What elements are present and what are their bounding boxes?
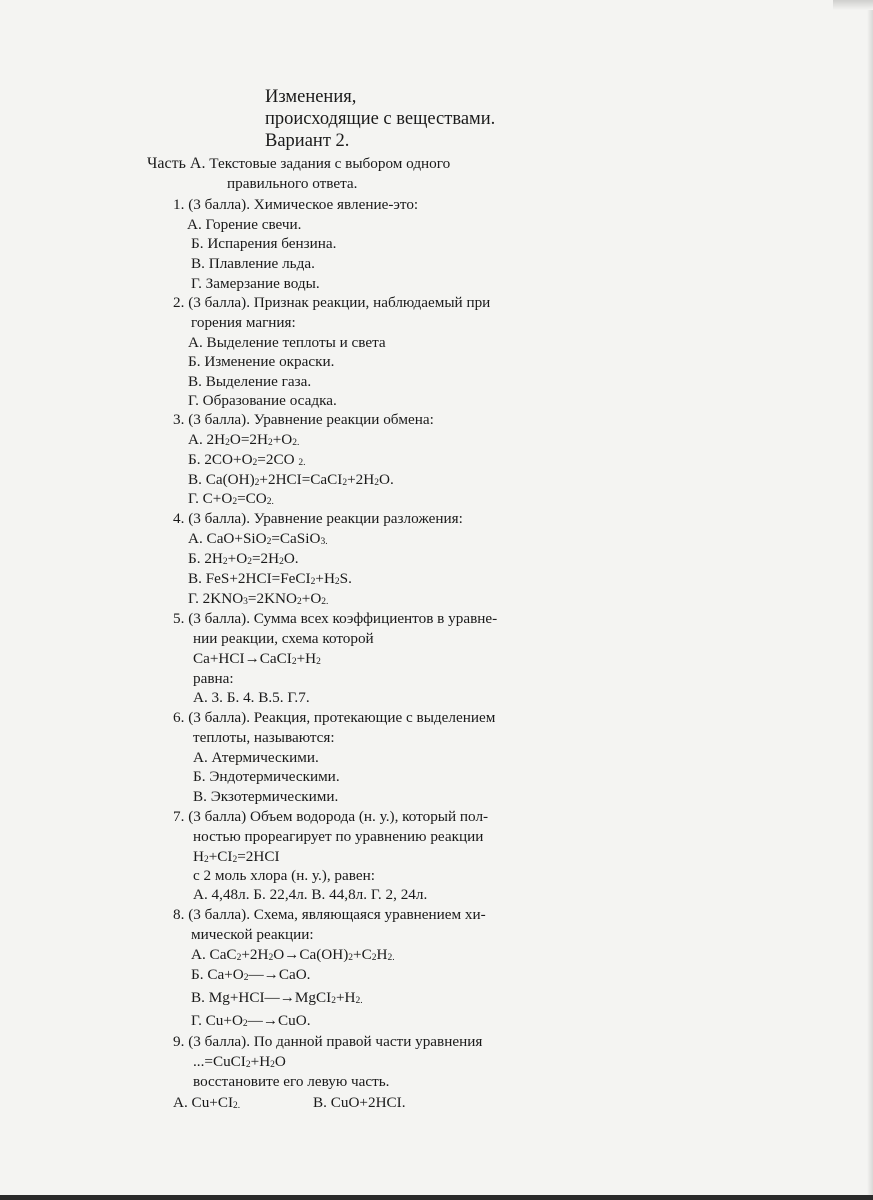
q1-option-d: Г. Замерзание воды. [191, 275, 320, 292]
question-8: 8. (3 балла). Схема, являющаяся уравнением хи- [173, 906, 486, 923]
title-line-1: Изменения, [265, 87, 357, 107]
q5-answers: А. 3. Б. 4. В.5. Г.7. [193, 689, 310, 706]
q1-option-b: Б. Испарения бензина. [191, 235, 337, 252]
q6-option-b: Б. Эндотермическими. [193, 768, 340, 785]
question-9: 9. (3 балла). По данной правой части уравнения [173, 1033, 483, 1050]
question-5: 5. (3 балла). Сумма всех коэффициентов в уравне- [173, 610, 498, 627]
q9-option-b: В. CuO+2HCI. [313, 1094, 406, 1111]
q4-option-d: Г. $2KNO_3=2KNO_2+O_{2.}$ [188, 590, 329, 607]
q4-option-b: Б. $2H_2+O_2=2H_2O$. [188, 550, 299, 567]
question-8-cont: мической реакции: [191, 926, 314, 943]
question-3: 3. (3 балла). Уравнение реакции обмена: [173, 411, 434, 428]
question-6: 6. (3 балла). Реакция, протекающие с выделением [173, 709, 496, 726]
question-2-cont: горения магния: [191, 314, 296, 331]
question-5-cont-2: равна: [193, 670, 234, 687]
arrow-icon: → [244, 650, 260, 667]
q8-option-a: А. $CaC_2+2H_2O\to Ca(OH)_2+C_2H_{2.}$ [191, 946, 395, 963]
q1-option-c: В. Плавление льда. [191, 255, 315, 272]
q5-scheme: $Ca+HCI\to CaCI_2+H_2$ [193, 650, 321, 667]
scan-edge-bottom [0, 1195, 873, 1200]
part-heading [147, 155, 450, 173]
question-1: 1. (3 балла). Химическое явление-это: [173, 196, 419, 213]
question-6-cont: теплоты, называются: [193, 729, 335, 746]
title-line-2: происходящие с веществами. [265, 109, 496, 129]
q3-option-b: Б. $2CO+O_2=2CO$ $_{2.}$ [188, 451, 306, 468]
q9-option-a: А. $Cu+CI_{2.}$ [173, 1094, 241, 1111]
q9-equation: $...=CuCI_2+H_2O$ [193, 1053, 286, 1070]
question-7-cont-2: с 2 моль хлора (н. у.), равен: [193, 867, 375, 884]
q2-option-a: А. Выделение теплоты и света [188, 334, 386, 351]
title-line-3: Вариант 2. [265, 131, 350, 151]
arrow-icon: —→ [248, 966, 279, 983]
scan-edge-top [833, 0, 873, 10]
q6-option-a: А. Атермическими. [193, 749, 319, 766]
question-7: 7. (3 балла) Объем водорода (н. у.), который пол- [173, 808, 489, 825]
q7-answers: А. 4,48л. Б. 22,4л. В. 44,8л. Г. 2, 24л. [193, 886, 428, 903]
q4-option-a: А. CaO+SiO$_2$=CaSiO$_{3.}$ [188, 530, 328, 547]
q8-option-b: Б. $Ca+O_2—\to CaO$. [191, 966, 311, 983]
scan-edge-right [867, 0, 873, 1200]
q3-option-a: А. $2H_2O=2H_2+O_{2.}$ [188, 431, 300, 448]
q2-option-b: Б. Изменение окраски. [188, 353, 335, 370]
question-7-cont: ностью прореагирует по уравнению реакции [193, 828, 484, 845]
arrow-icon: → [284, 946, 300, 963]
q3-option-c: В. $Ca(OH)_2+2HCI=CaCI_2+2H_2O$. [188, 471, 394, 488]
q8-option-c: В. $Mg+HCI—\to MgCI_2+H_{2.}$ [191, 989, 363, 1006]
question-4: 4. (3 балла). Уравнение реакции разложения: [173, 510, 463, 527]
part-description-2: правильного ответа. [227, 175, 358, 192]
question-2: 2. (3 балла). Признак реакции, наблюдаемый при [173, 294, 491, 311]
q3-option-d: Г. $C+O_2=CO_{2.}$ [188, 490, 274, 507]
q2-option-c: В. Выделение газа. [188, 373, 312, 390]
q4-option-c: В. $FeS+2HCI=FeCI_2+H_2S$. [188, 570, 352, 587]
part-description: Текстовые задания с выбором одного [209, 155, 451, 172]
question-5-cont: нии реакции, схема которой [193, 630, 374, 647]
q7-equation: $H_2+CI_2=2HCI$ [193, 848, 280, 865]
q1-option-a: А. Горение свечи. [187, 216, 302, 233]
arrow-icon: —→ [247, 1012, 279, 1029]
arrow-icon: —→ [264, 989, 295, 1006]
q8-option-d: Г. $Cu+O_2—\to CuO$. [191, 1012, 311, 1029]
q2-option-d: Г. Образование осадка. [188, 392, 337, 409]
q6-option-c: В. Экзотермическими. [193, 788, 339, 805]
part-label: Часть А. [147, 155, 206, 172]
question-9-cont: восстановите его левую часть. [193, 1073, 390, 1090]
